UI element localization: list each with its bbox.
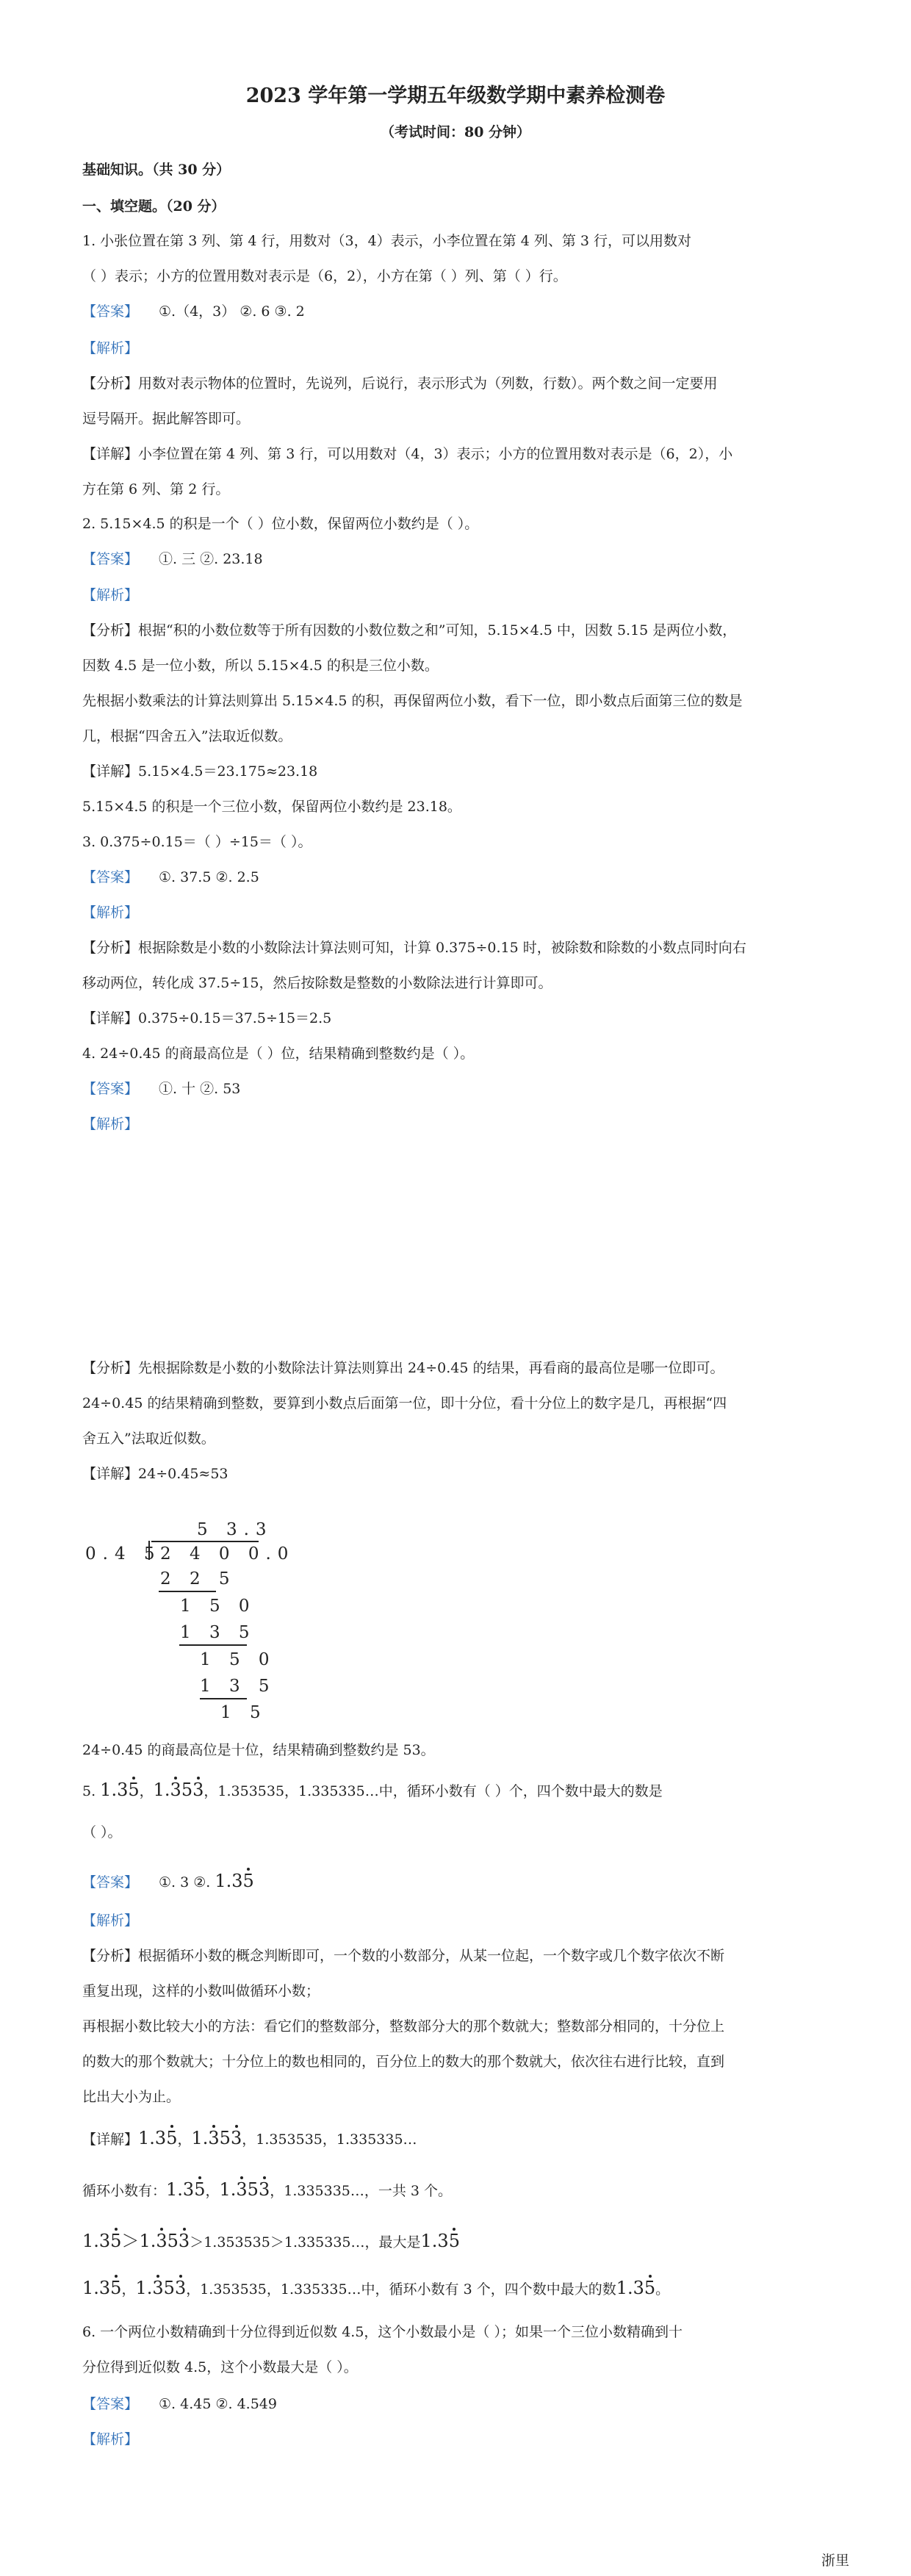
q3-answer	[82, 868, 259, 888]
num-1-35r	[100, 1780, 139, 1800]
fenxi-tag: 【分析】	[82, 1360, 139, 1376]
division-dividend: 2 4 0 0.0	[160, 1544, 295, 1564]
q2-xiangjie-2: 5.15×4.5 的积是一个三位小数，保留两位小数约是 23.18。	[82, 799, 461, 815]
repeat-digit: 5	[166, 2128, 178, 2148]
num-1-353r	[154, 1780, 204, 1800]
division-step: 2 2 5	[160, 1569, 237, 1589]
q3-answer-text: ①. 37.5 ②. 2.5	[159, 869, 259, 885]
q4-analysis-tag: 【解析】	[82, 1116, 139, 1132]
q5-final-line	[82, 2278, 669, 2300]
q1-line1: 1. 小张位置在第 3 列、第 4 行，用数对（3，4）表示，小李位置在第 4 列、第 3 行，可以用数对	[82, 233, 692, 249]
q4-conclusion: 24÷0.45 的商最高位是十位，结果精确到整数约是 53。	[82, 1742, 435, 1758]
repeat-digit: 5	[194, 2179, 206, 2200]
answer-tag: 【答案】	[82, 1081, 139, 1097]
q3-fenxi-2: 移动两位，转化成 37.5÷15，然后按除数是整数的小数除法进行计算即可。	[82, 975, 552, 991]
division-step: 1 5 0	[180, 1597, 256, 1616]
q3-xiangjie-text: 0.375÷0.15＝37.5÷15＝2.5	[138, 1010, 332, 1026]
division-line	[159, 1591, 216, 1592]
q2-fenxi-3: 先根据小数乘法的计算法则算出 5.15×4.5 的积，再保留两位小数，看下一位，即小数点后面第三位的数是	[82, 693, 743, 709]
num-1-35r	[421, 2231, 460, 2251]
repeat-digit: 5	[242, 1871, 254, 1891]
q5-mid: ，1.353535，1.335335…中，循环小数有（ ）个，四个数中最大的数是	[204, 1783, 663, 1799]
q5-cycle-line	[82, 2180, 452, 2201]
q1-answer	[82, 302, 305, 322]
section-fill: 一、填空题。（20 分）	[82, 198, 226, 215]
num-mid: 5	[181, 1780, 193, 1800]
answer-tag: 【答案】	[82, 869, 139, 885]
division-divisor: 0.4 5	[85, 1544, 162, 1564]
division-line	[179, 1644, 247, 1646]
q5-fenxi-5: 比出大小为止。	[82, 2089, 181, 2105]
q2-line1: 2. 5.15×4.5 的积是一个（ ）位小数，保留两位小数约是（ ）。	[82, 516, 479, 532]
num-base: 1.3	[420, 2231, 449, 2251]
q4-fenxi-1	[82, 1359, 724, 1378]
answer-tag: 【答案】	[82, 551, 139, 567]
q3-analysis-tag: 【解析】	[82, 904, 139, 921]
division-step: 1 3 5	[180, 1623, 256, 1642]
q5-final-end: 。	[655, 2281, 670, 2298]
division-step: 1 5	[220, 1703, 267, 1722]
q5-xiangjie-tail: ，1.353535，1.335335…	[242, 2131, 417, 2148]
q2-xiangjie-1	[82, 762, 317, 782]
q4-line1: 4. 24÷0.45 的商最高位是（ ）位，结果精确到整数约是（ ）。	[82, 1046, 475, 1062]
answer-tag: 【答案】	[82, 303, 139, 320]
page-title: 2023 学年第一学期五年级数学期中素养检测卷	[245, 84, 666, 107]
q5-final-mid: ，1.353535，1.335335…中，循环小数有 3 个，四个数中最大的数	[186, 2281, 616, 2298]
q4-fenxi-3: 舍五入”法取近似数。	[82, 1431, 215, 1447]
q5-fenxi-3: 再根据小数比较大小的方法：看它们的整数部分，整数部分大的那个数就大；整数部分相同的，十分位上	[82, 2018, 725, 2034]
num-base: 1.3	[82, 2231, 111, 2251]
num-base: 1.	[135, 2278, 153, 2298]
q2-fenxi-2: 因数 4.5 是一位小数，所以 5.15×4.5 的积是三位小数。	[82, 658, 439, 674]
repeat-digit: 3	[236, 2179, 248, 2200]
q5-cycle-tail: ，1.335335…，一共 3 个。	[270, 2183, 453, 2199]
division-quotient: 5 3.3	[197, 1520, 273, 1539]
q5-cycle-prefix: 循环小数有：	[82, 2183, 167, 2199]
q1-fenxi-1	[82, 374, 718, 394]
xiangjie-tag: 【详解】	[82, 2131, 139, 2148]
q4-answer	[82, 1079, 240, 1099]
num-1-353r	[219, 2179, 270, 2200]
q1-xiangjie-text: 小李位置在第 4 列、第 3 行，可以用数对（4，3）表示；小方的位置用数对表示是（6，2），小	[138, 446, 733, 462]
q4-fenxi-text: 先根据除数是小数的小数除法计算法则算出 24÷0.45 的结果，再看商的最高位是哪一位即可。	[138, 1360, 724, 1376]
num-base: 1.	[219, 2179, 237, 2200]
num-base: 1.3	[215, 1871, 243, 1891]
q5-fenxi-2: 重复出现，这样的小数叫做循环小数；	[82, 1983, 320, 1999]
fenxi-tag: 【分析】	[82, 940, 139, 956]
q5-fenxi-4: 的数大的那个数就大；十分位上的数也相同的，百分位上的数大的那个数就大，依次往右进行比较，直到	[82, 2054, 725, 2070]
repeat-digit: 3	[230, 2128, 242, 2148]
q6-analysis-tag: 【解析】	[82, 2431, 139, 2447]
num-1-353r	[135, 2278, 186, 2298]
answer-tag: 【答案】	[82, 2396, 139, 2412]
q5-fenxi-text: 根据循环小数的概念判断即可，一个数的小数部分，从某一位起，一个数字或几个数字依次不断	[138, 1948, 725, 1964]
num-1-35r	[616, 2278, 655, 2298]
q1-answer-text: ①.（4，3） ②. 6 ③. 2	[159, 303, 305, 320]
num-base: 1.	[191, 2128, 209, 2148]
num-1-35r	[82, 2278, 121, 2298]
q2-fenxi-4: 几，根据“四舍五入”法取近似数。	[82, 728, 292, 744]
repeat-digit: 5	[448, 2231, 460, 2251]
num-base: 1.	[139, 2231, 156, 2251]
q6-line2: 分位得到近似数 4.5，这个小数最大是（ ）。	[82, 2359, 358, 2375]
q5-answer	[82, 1871, 254, 1893]
exam-time: （考试时间：80 分钟）	[380, 124, 531, 140]
num-mid: 5	[247, 2179, 259, 2200]
q4-answer-text: ①. 十 ②. 53	[159, 1081, 241, 1097]
q2-xiangjie-text: 5.15×4.5＝23.175≈23.18	[138, 763, 318, 780]
repeat-digit: 3	[174, 2278, 187, 2298]
num-1-35r	[166, 2179, 205, 2200]
xiangjie-tag: 【详解】	[82, 763, 139, 780]
xiangjie-tag: 【详解】	[82, 1010, 139, 1026]
q5-compare-line	[82, 2231, 460, 2253]
repeat-digit: 3	[156, 2231, 168, 2251]
num-mid: 5	[167, 2231, 179, 2251]
q6-line1: 6. 一个两位小数精确到十分位得到近似数 4.5，这个小数最小是（ ）；如果一个三位小数精确到十	[82, 2324, 683, 2340]
q1-analysis-tag: 【解析】	[82, 340, 139, 356]
q4-fenxi-2: 24÷0.45 的结果精确到整数，要算到小数点后面第一位，即十分位，看十分位上的数字是几，再根据“四	[82, 1395, 727, 1411]
q5-intro: 5.	[82, 1783, 101, 1799]
fenxi-tag: 【分析】	[82, 375, 139, 392]
footer-watermark: 浙里	[821, 2552, 849, 2569]
repeat-digit: 5	[110, 2231, 122, 2251]
q2-answer	[82, 550, 263, 569]
q1-line2: （ ）表示；小方的位置用数对表示是（6，2），小方在第（ ）列、第（ ）行。	[82, 268, 567, 284]
q2-fenxi-text: 根据“积的小数位数等于所有因数的小数位数之和”可知，5.15×4.5 中，因数 5.15 是两位小数，	[138, 622, 737, 638]
sep: ，	[139, 1783, 154, 1799]
sep: ，	[205, 2183, 220, 2199]
num-mid: 5	[219, 2128, 231, 2148]
q5-line1	[82, 1780, 663, 1802]
q3-fenxi-text: 根据除数是小数的小数除法计算法则可知，计算 0.375÷0.15 时，被除数和除数的小数点同时向右	[138, 940, 746, 956]
q3-fenxi-1	[82, 938, 746, 958]
q4-xiangjie-text: 24÷0.45≈53	[138, 1466, 228, 1482]
q2-fenxi-1	[82, 621, 736, 641]
num-1-35r	[215, 1871, 253, 1891]
sep: ，	[177, 2131, 192, 2148]
q5-compare-tail: ＞1.353535＞1.335335…，最大是	[190, 2234, 421, 2251]
num-base: 1.3	[166, 2179, 195, 2200]
repeat-digit: 5	[110, 2278, 122, 2298]
num-base: 1.3	[138, 2128, 167, 2148]
num-1-353r	[191, 2128, 242, 2148]
q5-fenxi-1	[82, 1946, 724, 1966]
q1-fenxi-text: 用数对表示物体的位置时，先说列，后说行，表示形式为（列数，行数）。两个数之间一定要用	[138, 375, 718, 392]
fenxi-tag: 【分析】	[82, 622, 139, 638]
division-line	[200, 1698, 247, 1699]
num-1-35r	[138, 2128, 177, 2148]
q6-answer-text: ①. 4.45 ②. 4.549	[159, 2396, 277, 2412]
answer-tag: 【答案】	[82, 1874, 139, 1890]
q1-fenxi-2: 逗号隔开。据此解答即可。	[82, 411, 251, 427]
repeat-digit: 5	[644, 2278, 656, 2298]
num-base: 1.3	[100, 1780, 129, 1800]
q5-analysis-tag: 【解析】	[82, 1913, 139, 1929]
q3-line1: 3. 0.375÷0.15＝（ ）÷15＝（ ）。	[82, 834, 312, 850]
q5-answer-text: ①. 3 ②.	[159, 1874, 215, 1890]
num-1-353r	[139, 2231, 190, 2251]
division-bar	[151, 1541, 259, 1542]
repeat-digit: 3	[258, 2179, 270, 2200]
division-step: 1 5 0	[200, 1650, 276, 1669]
division-step: 1 3 5	[200, 1677, 276, 1696]
repeat-digit: 3	[178, 2231, 190, 2251]
q5-xiangjie-1	[82, 2129, 417, 2150]
fenxi-tag: 【分析】	[82, 1948, 139, 1964]
num-base: 1.3	[82, 2278, 111, 2298]
xiangjie-tag: 【详解】	[82, 1466, 139, 1482]
repeat-digit: 3	[192, 1780, 204, 1800]
gt-sign: ＞	[121, 2231, 140, 2251]
q2-analysis-tag: 【解析】	[82, 587, 139, 603]
repeat-digit: 3	[152, 2278, 164, 2298]
num-1-35r	[82, 2231, 121, 2251]
q5-line2: （ ）。	[82, 1824, 122, 1841]
q1-xiangjie-2: 方在第 6 列、第 2 行。	[82, 481, 230, 497]
repeat-digit: 5	[128, 1780, 140, 1800]
q1-xiangjie-1	[82, 445, 732, 464]
num-mid: 5	[163, 2278, 175, 2298]
num-base: 1.	[153, 1780, 170, 1800]
xiangjie-tag: 【详解】	[82, 446, 139, 462]
q4-xiangjie-1	[82, 1464, 228, 1484]
repeat-digit: 3	[170, 1780, 181, 1800]
q3-xiangjie-1	[82, 1009, 331, 1029]
section-basic: 基础知识。（共 30 分）	[82, 162, 231, 178]
sep: ，	[121, 2281, 136, 2298]
num-base: 1.3	[616, 2278, 644, 2298]
q2-answer-text: ①. 三 ②. 23.18	[159, 551, 263, 567]
repeat-digit: 3	[208, 2128, 220, 2148]
q6-answer	[82, 2395, 277, 2414]
